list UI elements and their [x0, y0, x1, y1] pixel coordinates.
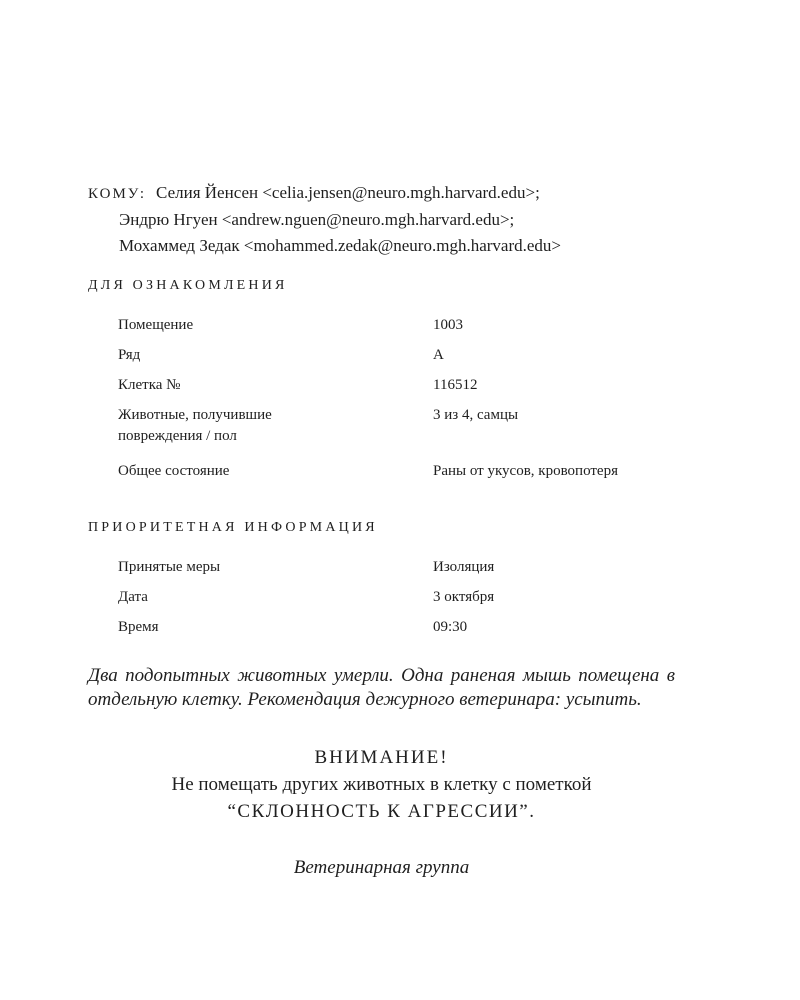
table-row: [118, 315, 718, 336]
warning-text: Не помещать других животных в клетку с пометкой: [171, 774, 592, 795]
row-value: 3 из 4, самцы: [433, 407, 519, 423]
recipient-3: Мохаммед Зедак <mohammed.zedak@neuro.mgh.harvard.edu>: [119, 236, 561, 255]
table-row: [118, 345, 718, 366]
row-key-line: повреждения / пол: [118, 428, 237, 444]
row-key: Принятые меры: [118, 559, 221, 575]
warning-title: ВНИМАНИЕ!: [314, 747, 449, 768]
row-key: Общее состояние: [118, 463, 230, 479]
row-key: Время: [118, 619, 159, 635]
signature: Ветеринарная группа: [293, 857, 470, 878]
table-row: [118, 557, 718, 578]
row-value: 09:30: [433, 619, 468, 635]
row-value: 3 октября: [433, 589, 495, 605]
recipient-line-1: [88, 180, 728, 207]
recipient-2: Эндрю Нгуен <andrew.nguen@neuro.mgh.harvard.edu>;: [119, 210, 515, 229]
row-key: Ряд: [118, 347, 141, 363]
row-key-line: Животные, получившие: [118, 407, 272, 423]
row-value: 116512: [433, 377, 478, 393]
table-row: [118, 587, 718, 608]
warning-block: [88, 744, 675, 825]
priority-section-heading: ПРИОРИТЕТНАЯ ИНФОРМАЦИЯ: [88, 520, 378, 535]
row-value: 1003: [433, 317, 463, 333]
recipients-block: [88, 180, 728, 259]
row-value: Раны от укусов, кровопотеря: [433, 463, 618, 479]
priority-table: [118, 557, 718, 647]
info-table: [118, 315, 718, 491]
row-key: [118, 405, 433, 447]
row-value: А: [433, 347, 444, 363]
row-value: Изоляция: [433, 559, 495, 575]
incident-note: Два подопытных животных умерли. Одна раненая мышь помещена в отдельную клетку. Рекомендация дежурного ветеринара: усыпить.: [88, 665, 675, 710]
table-row: [118, 461, 718, 482]
row-key: Клетка №: [118, 377, 181, 393]
recipient-1: Селия Йенсен <celia.jensen@neuro.mgh.harvard.edu>;: [156, 183, 540, 202]
warning-tag: “СКЛОННОСТЬ К АГРЕССИИ”.: [227, 801, 536, 822]
table-row: [118, 405, 718, 447]
info-section-heading: ДЛЯ ОЗНАКОМЛЕНИЯ: [88, 278, 288, 293]
row-key: Помещение: [118, 317, 194, 333]
row-key: Дата: [118, 589, 148, 605]
table-row: [118, 617, 718, 638]
table-row: [118, 375, 718, 396]
to-label: КОМУ:: [88, 186, 147, 202]
